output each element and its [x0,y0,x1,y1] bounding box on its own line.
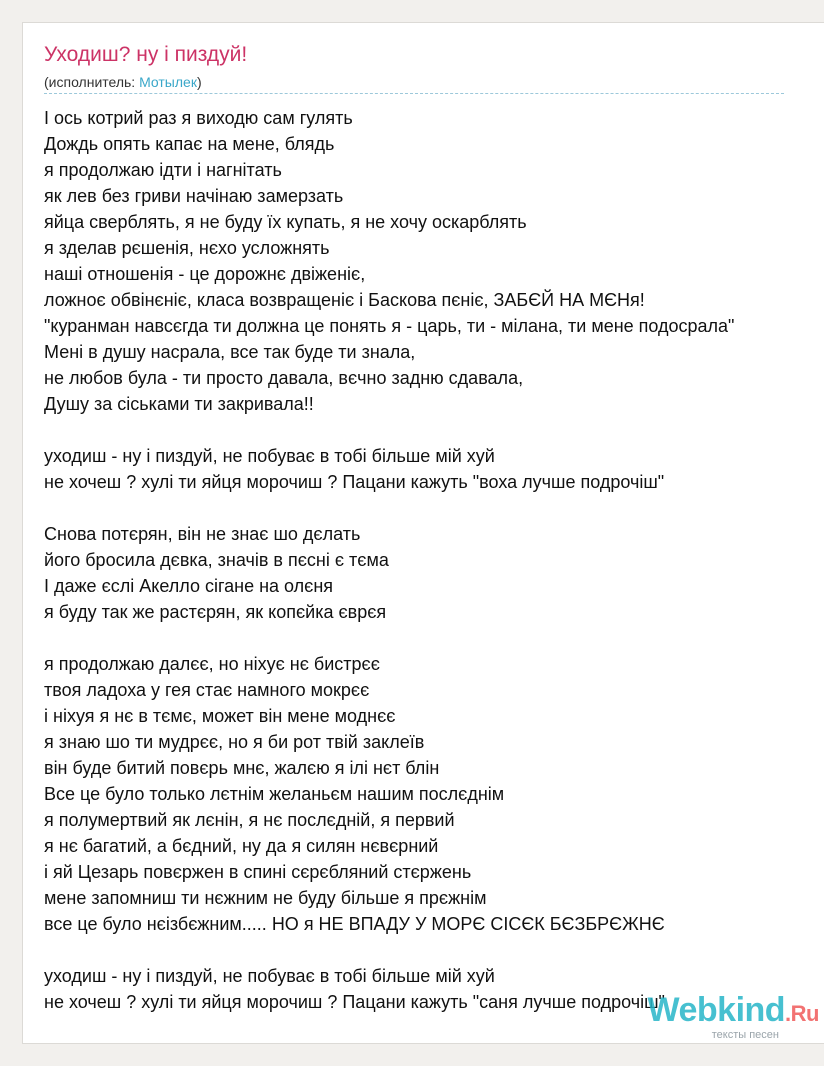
stanza-break [44,937,824,963]
logo-tagline: тексты песен [711,1029,779,1041]
lyric-line: І ось котрий раз я виходю сам гулять [44,108,353,128]
lyric-line: Все це було только лєтнім желаньєм нашим послєднім [44,784,505,804]
logo-name: Webkind [647,991,786,1029]
lyric-line: ложноє обвінєніє, класа возвращеніє і Баскова пєніє, ЗАБЄЙ НА МЄНя! [44,290,645,310]
lyric-line: я буду так же растєрян, як копєйка єврєя [44,602,387,622]
lyric-line: я продолжаю далєє, но ніхує нє бистрєє [44,654,380,674]
lyric-line: Душу за сіськами ти закривала!! [44,394,314,414]
logo-wordmark [648,993,820,1031]
lyric-line: наші отношенія - це дорожнє двіженіє, [44,264,366,284]
title-divider [44,93,784,94]
lyric-line: не хочеш ? хулі ти яйця морочиш ? Пацани кажуть "саня лучше подрочіш" [44,992,665,1012]
lyric-line: і яй Цезарь повєржен в спині сєрєбляний стєржень [44,862,472,882]
lyric-line: І даже єслі Акелло сігане на олєня [44,576,334,596]
artist-prefix: (исполнитель: [44,74,140,90]
lyric-line: я нє багатий, а бєдний, ну да я силян нєвєрний [44,836,439,856]
artist-link[interactable]: Мотылек [139,74,197,90]
lyric-line: я знаю шо ти мудрєє, но я би рот твій заклеїв [44,732,425,752]
lyric-line: як лев без гриви начінаю замерзать [44,186,344,206]
stanza-break [44,417,824,443]
lyric-line: я продолжаю ідти і нагнітать [44,160,282,180]
logo-tld: .Ru [785,1001,819,1026]
lyric-line: я полумертвий як лєнін, я нє послєдній, я первий [44,810,455,830]
lyric-line: уходиш - ну і пиздуй, не побуває в тобі більше мій хуй [44,966,495,986]
stanza-break [44,495,824,521]
lyric-line: я зделав рєшенія, нєхо усложнять [44,238,330,258]
lyric-line: уходиш - ну і пиздуй, не побуває в тобі більше мій хуй [44,446,495,466]
site-logo[interactable] [648,993,820,1041]
lyric-line: не хочеш ? хулі ти яйця морочиш ? Пацани кажуть "воха лучше подрочіш" [44,472,665,492]
lyric-line: яйца сверблять, я не буду їх купать, я не хочу оскарблять [44,212,527,232]
stanza-break [44,625,824,651]
song-title: Уходиш? ну і пиздуй! [44,43,248,66]
artist-line [44,74,202,90]
lyric-line: все це було нєізбєжним..... НО я НЕ ВПАДУ У МОРЄ СІСЄК БЄЗБРЄЖНЄ [44,914,665,934]
lyrics-card [22,22,824,1044]
lyric-line: і ніхуя я нє в тємє, может він мене моднєє [44,706,396,726]
artist-suffix: ) [196,74,202,90]
lyric-line: "куранман навсєгда ти должна це понять я - царь, ти - мілана, ти мене подосрала" [44,316,735,336]
lyric-line: Дождь опять капає на мене, блядь [44,134,335,154]
lyric-line: Снова потєрян, він не знає шо дєлать [44,524,361,544]
lyric-line: його бросила дєвка, значів в пєсні є тєма [44,550,389,570]
lyric-line: твоя ладоха у гея стає намного мокрєє [44,680,370,700]
lyrics-body [44,105,824,1015]
lyric-line: він буде битий повєрь мнє, жалєю я ілі нєт блін [44,758,440,778]
lyric-line: Мені в душу насрала, все так буде ти знала, [44,342,416,362]
lyric-line: мене запомниш ти нєжним не буду більше я прєжнім [44,888,487,908]
lyric-line: не любов була - ти просто давала, вєчно задню сдавала, [44,368,524,388]
